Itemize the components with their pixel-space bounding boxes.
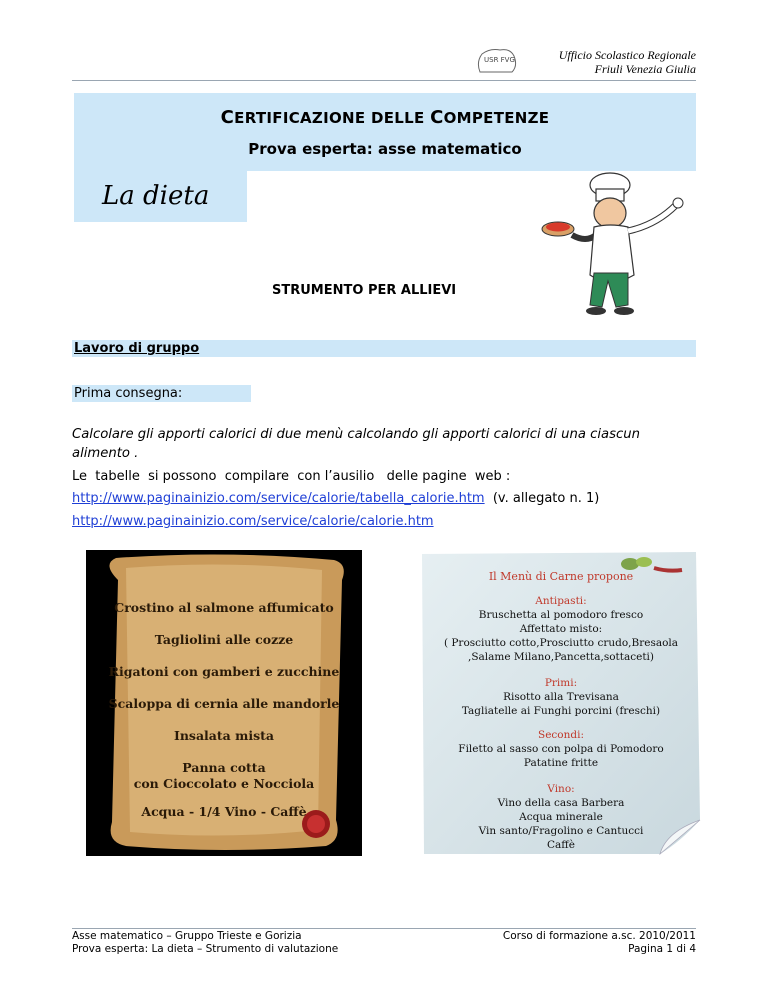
office-header	[559, 48, 696, 76]
header-divider	[72, 80, 696, 81]
link-line-1	[72, 491, 599, 506]
certification-title: CERTIFICAZIONE DELLE COMPETENZE	[220, 107, 550, 128]
menu2-item: Vin santo/Fragolino e Cantucci	[478, 825, 644, 837]
menu2-item: Tagliatelle ai Funghi porcini (freschi)	[461, 705, 661, 717]
menu1-item: Rigatoni con gamberi e zucchine	[108, 664, 340, 679]
menu1-item: Tagliolini alle cozze	[154, 632, 294, 647]
footer-right	[503, 930, 696, 956]
strumento-heading: STRUMENTO PER ALLIEVI	[272, 283, 457, 298]
parchment-menu-image	[86, 550, 362, 856]
menu2-item: ,Salame Milano,Pancetta,sottaceti)	[468, 651, 654, 663]
menu2-item: Affettato misto:	[519, 623, 603, 635]
menu2-item: Acqua minerale	[519, 811, 603, 823]
menu2-item: Bruschetta al pomodoro fresco	[478, 609, 644, 621]
menu1-item: Panna cotta	[182, 760, 266, 775]
chef-illustration	[538, 165, 698, 325]
subtitle: Prova esperta: asse matematico	[248, 140, 522, 158]
menu2-item: Vino della casa Barbera	[497, 797, 625, 809]
menu2-antipasti-heading: Antipasti:	[535, 595, 587, 607]
footer-left-line2: Prova esperta: La dieta – Strumento di valutazione	[72, 943, 339, 955]
footer-right-line1: Corso di formazione a.sc. 2010/2011	[502, 930, 696, 942]
menu1-item: Crostino al salmone affumicato	[114, 600, 334, 615]
menu1-item: Scaloppa di cernia alle mandorle	[108, 696, 340, 711]
carne-menu-image	[420, 550, 702, 856]
link-line-2	[72, 514, 434, 529]
usr-logo-icon	[470, 44, 522, 78]
dieta-title: La dieta	[102, 181, 210, 211]
menu2-vino-heading: Vino:	[547, 783, 575, 795]
link-tabella-calorie[interactable]: http://www.paginainizio.com/service/calorie/tabella_calorie.htm	[72, 491, 485, 506]
footer-left-line1: Asse matematico – Gruppo Trieste e Gorizia	[72, 930, 302, 942]
menu1-item: Insalata mista	[173, 728, 275, 743]
office-line2: Friuli Venezia Giulia	[594, 62, 696, 76]
menu2-primi-heading: Primi:	[544, 677, 578, 689]
menu2-item: Caffè	[547, 839, 575, 851]
prima-consegna: Prima consegna:	[72, 385, 251, 402]
link-calorie[interactable]: http://www.paginainizio.com/service/calorie/calorie.htm	[72, 514, 434, 529]
menu1-item: con Cioccolato e Nocciola	[133, 776, 315, 791]
logo-text: USR FVG	[484, 56, 515, 64]
menu2-item: ( Prosciutto cotto,Prosciutto crudo,Bresaola	[443, 637, 679, 649]
menu2-item: Patatine fritte	[523, 757, 599, 769]
office-line1: Ufficio Scolastico Regionale	[558, 48, 696, 62]
title-box	[74, 93, 696, 171]
calcolare-text: Calcolare gli apporti calorici di due menù calcolando gli apporti calorici di una ciascun alimento .	[72, 427, 640, 461]
lavoro-bar	[72, 340, 696, 357]
tabelle-text: Le tabelle si possono compilare con l’ausilio delle pagine web :	[72, 469, 511, 484]
allegato-note: (v. allegato n. 1)	[492, 491, 600, 506]
footer-left	[72, 930, 338, 956]
page-number: Pagina 1 di 4	[628, 943, 696, 955]
menu2-item: Risotto alla Trevisana	[503, 691, 619, 703]
footer-divider	[72, 928, 696, 929]
menu2-secondi-heading: Secondi:	[538, 729, 584, 741]
dieta-box	[74, 171, 247, 222]
menu1-item: Acqua - 1/4 Vino - Caffè	[141, 804, 307, 819]
menu2-title: Il Menù di Carne propone	[488, 570, 634, 583]
menu2-item: Filetto al sasso con polpa di Pomodoro	[458, 743, 664, 755]
lavoro-heading: Lavoro di gruppo	[74, 341, 200, 356]
